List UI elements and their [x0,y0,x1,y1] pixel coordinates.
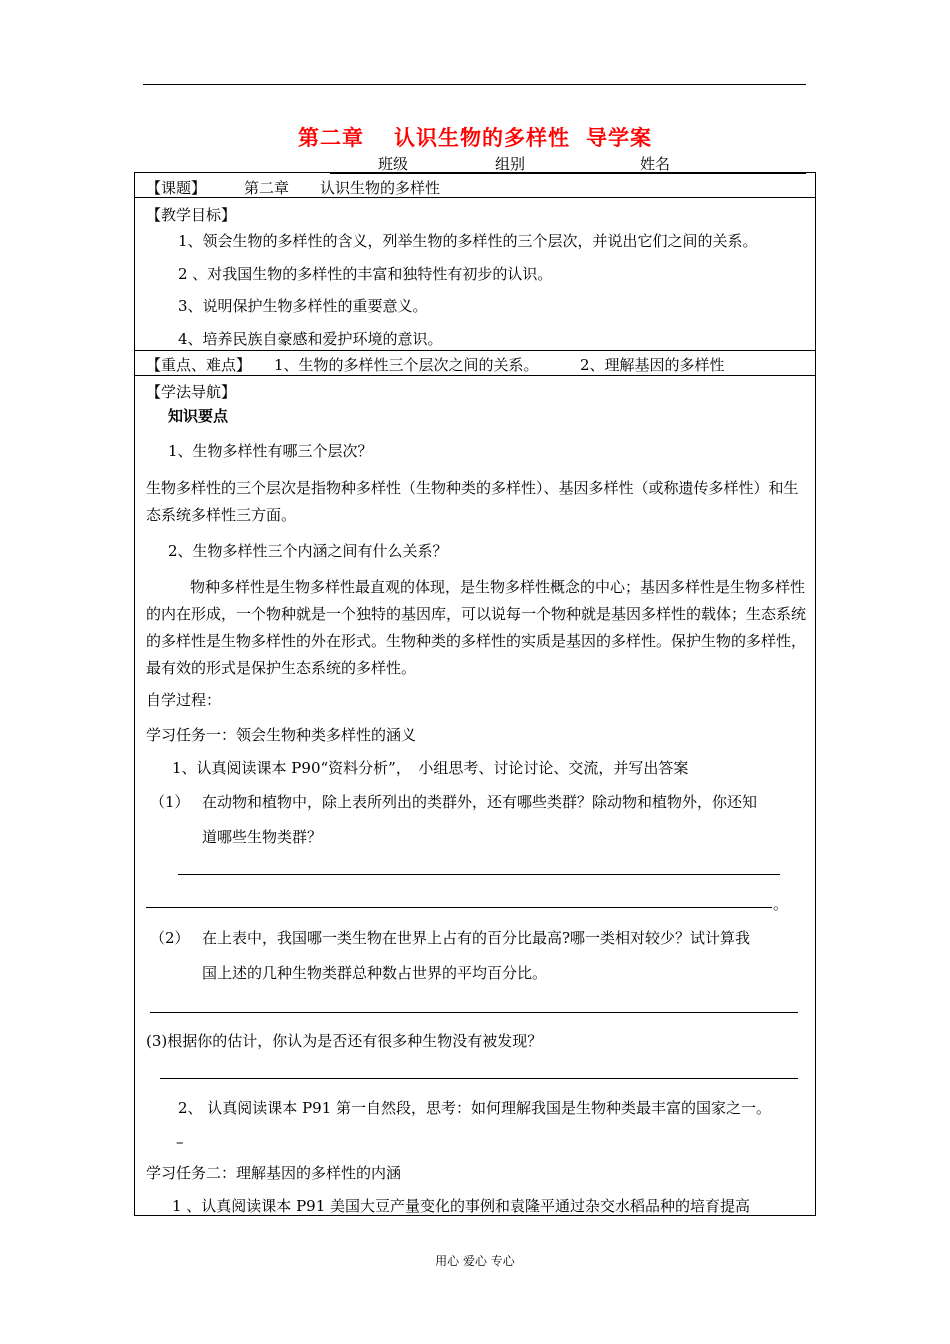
answer-line-a2[interactable] [146,907,772,908]
table-divider [134,375,816,376]
question-a-number: （1） [150,793,190,811]
task-1-heading: 学习任务一：领会生物种类多样性的涵义 [146,726,417,744]
task-1-step-1: 1、认真阅读课本 P90“资料分析”， 小组思考、讨论讨论、交流，并写出答案 [172,759,689,777]
question-a-text: 道哪些生物类群？ [202,828,323,846]
task-2-heading: 学习任务二：理解基因的多样性的内涵 [146,1164,402,1182]
goal-item: 3、说明保护生物多样性的重要意义。 [178,297,428,315]
title-suffix: 导学案 [586,126,652,150]
question-b-number: （2） [150,929,190,947]
answer-1: 生物多样性的三个层次是指物种多样性（生物种类的多样性）、基因多样性（或称遗传多样性）和生态系统多样性三方面。 [146,479,799,524]
goal-item: 2 、对我国生物的多样性的丰富和独特性有初步的认识。 [178,265,553,283]
key-points-label: 【重点、难点】 [146,356,252,374]
answer-line-b[interactable] [150,1012,798,1013]
guide-label: 【学法导航】 [146,383,237,401]
key-point-item: 1、生物的多样性三个层次之间的关系。 [274,356,539,374]
question-1: 1、生物多样性有哪三个层次？ [168,442,373,460]
key-point-item: 2、理解基因的多样性 [580,356,725,374]
table-divider [134,350,816,351]
knowledge-heading: 知识要点 [168,407,229,425]
topic-name: 认识生物的多样性 [320,179,441,197]
title-subject: 认识生物的多样性 [394,126,570,150]
header-rule [143,84,806,85]
group-label: 组别 [495,155,526,173]
table-divider [134,197,816,198]
name-label: 姓名 [640,155,671,173]
question-a-text: 在动物和植物中，除上表所列出的类群外，还有哪些类群？除动物和植物外，你还知 [202,793,758,811]
answer-period: 。 [773,895,789,913]
question-b-text: 在上表中，我国哪一类生物在世界上占有的百分比最高?哪一类相对较少？试计算我 [202,929,751,947]
student-info-line [330,153,806,174]
question-2: 2、生物多样性三个内涵之间有什么关系？ [168,542,448,560]
answer-line-c[interactable] [160,1078,798,1079]
dash-mark: – [176,1133,184,1151]
goals-label: 【教学目标】 [146,206,237,224]
class-label: 班级 [378,155,409,173]
goal-item: 1、领会生物的多样性的含义，列举生物的多样性的三个层次，并说出它们之间的关系。 [178,232,758,250]
answer-line-a1[interactable] [178,874,780,875]
question-c-text: (3)根据你的估计，你认为是否还有很多种生物没有被发现？ [146,1032,543,1050]
topic-label: 【课题】 [146,179,207,197]
title-chapter: 第二章 [298,126,364,150]
question-b-text: 国上述的几种生物类群总种数占世界的平均百分比。 [202,964,548,982]
page-title [0,122,950,152]
task-1-step-2: 2、 认真阅读课本 P91 第一自然段，思考：如何理解我国是生物种类最丰富的国家之一。 [178,1099,772,1117]
page-footer: 用心 爱心 专心 [435,1254,515,1268]
goal-item: 4、培养民族自豪感和爱护环境的意识。 [178,330,443,348]
task-2-step-1: 1 、认真阅读课本 P91 美国大豆产量变化的事例和袁隆平通过杂交水稻品种的培育提高 [172,1197,751,1215]
topic-chapter: 第二章 [244,179,290,197]
answer-2: 物种多样性是生物多样性最直观的体现，是生物多样性概念的中心；基因多样性是生物多样性的内在形成，一个物种就是一个独特的基因库，可以说每一个物种就是基因多样性的载体；生态系统的多样性是生物多样性的外在形式。生物种类的多样性的实质是基因的多样性。保护生物的多样性，最有效的形式是保护生态系统的多样性。 [146,578,807,677]
self-study-label: 自学过程： [146,691,222,709]
